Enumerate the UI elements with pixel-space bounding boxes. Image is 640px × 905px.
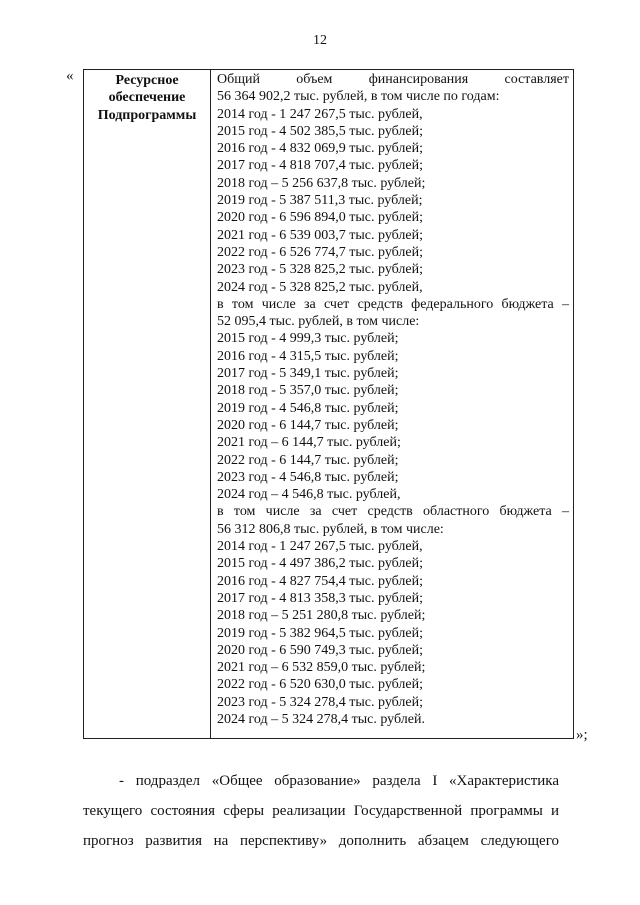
content-line: 56 312 806,8 тыс. рублей, в том числе: [217,521,444,537]
content-line: 2021 год – 6 532 859,0 тыс. рублей; [217,660,426,676]
closing-quote-mark: »; [576,727,588,743]
content-line: в том числе за счет средств областного бюджета – [217,504,569,520]
content-line: 2020 год - 6 144,7 тыс. рублей; [217,417,399,433]
body-line: - подраздел «Общее образование» раздела I «Характеристика [119,773,559,789]
content-line: 2022 год - 6 144,7 тыс. рублей; [217,452,399,468]
content-line: 2015 год - 4 999,3 тыс. рублей; [217,331,399,347]
content-line: 2017 год - 4 813 358,3 тыс. рублей; [217,590,424,606]
content-line: 2019 год - 5 382 964,5 тыс. рублей; [217,625,424,641]
content-line: 2024 год - 5 328 825,2 тыс. рублей, [217,279,423,295]
content-line: 56 364 902,2 тыс. рублей, в том числе по годам: [217,89,500,105]
table-label-cell [84,72,210,124]
content-line: 2022 год - 6 520 630,0 тыс. рублей; [217,677,424,693]
content-line: 2023 год - 4 546,8 тыс. рублей; [217,469,399,485]
body-line: текущего состояния сферы реализации Государственной программы и [83,803,559,819]
content-line: 52 095,4 тыс. рублей, в том числе: [217,314,420,330]
content-line: 2019 год - 4 546,8 тыс. рублей; [217,400,399,416]
content-line: 2021 год – 6 144,7 тыс. рублей; [217,435,401,451]
content-line: в том числе за счет средств федерального бюджета – [217,296,569,312]
content-line: 2017 год - 5 349,1 тыс. рублей; [217,366,399,382]
content-line: 2016 год - 4 832 069,9 тыс. рублей; [217,141,424,157]
label-line: Подпрограммы [97,107,197,123]
label-line: обеспечение [108,90,186,106]
content-line: 2015 год - 4 497 386,2 тыс. рублей; [217,556,424,572]
table-content-cell [217,71,569,728]
page-number: 12 [313,33,327,48]
content-line: 2023 год - 5 328 825,2 тыс. рублей; [217,262,424,278]
content-line: 2023 год - 5 324 278,4 тыс. рублей; [217,694,424,710]
content-line: 2018 год - 5 357,0 тыс. рублей; [217,383,399,399]
body-paragraph [83,766,559,856]
content-line: 2014 год - 1 247 267,5 тыс. рублей, [217,539,423,555]
content-line: 2022 год - 6 526 774,7 тыс. рублей; [217,244,424,260]
content-line: 2017 год - 4 818 707,4 тыс. рублей; [217,158,424,174]
resource-table [83,69,574,739]
opening-quote-mark: « [66,68,74,84]
content-line: 2020 год - 6 596 894,0 тыс. рублей; [217,210,424,226]
content-line: 2015 год - 4 502 385,5 тыс. рублей; [217,123,424,139]
content-line: 2018 год – 5 251 280,8 тыс. рублей; [217,608,426,624]
content-line: Общий объем финансирования составляет [217,72,569,87]
body-line: прогноз развития на перспективу» дополнить абзацем следующего [83,833,559,849]
content-line: 2024 год – 4 546,8 тыс. рублей, [217,487,401,503]
content-line: 2021 год - 6 539 003,7 тыс. рублей; [217,227,424,243]
column-divider [210,70,211,738]
content-line: 2020 год - 6 590 749,3 тыс. рублей; [217,642,424,658]
content-line: 2016 год - 4 315,5 тыс. рублей; [217,348,399,364]
content-line: 2024 год – 5 324 278,4 тыс. рублей. [217,711,425,727]
content-line: 2016 год - 4 827 754,4 тыс. рублей; [217,573,424,589]
label-line: Ресурсное [115,73,179,88]
content-line: 2018 год – 5 256 637,8 тыс. рублей; [217,175,426,191]
content-line: 2014 год - 1 247 267,5 тыс. рублей, [217,106,423,122]
content-line: 2019 год - 5 387 511,3 тыс. рублей; [217,193,423,209]
